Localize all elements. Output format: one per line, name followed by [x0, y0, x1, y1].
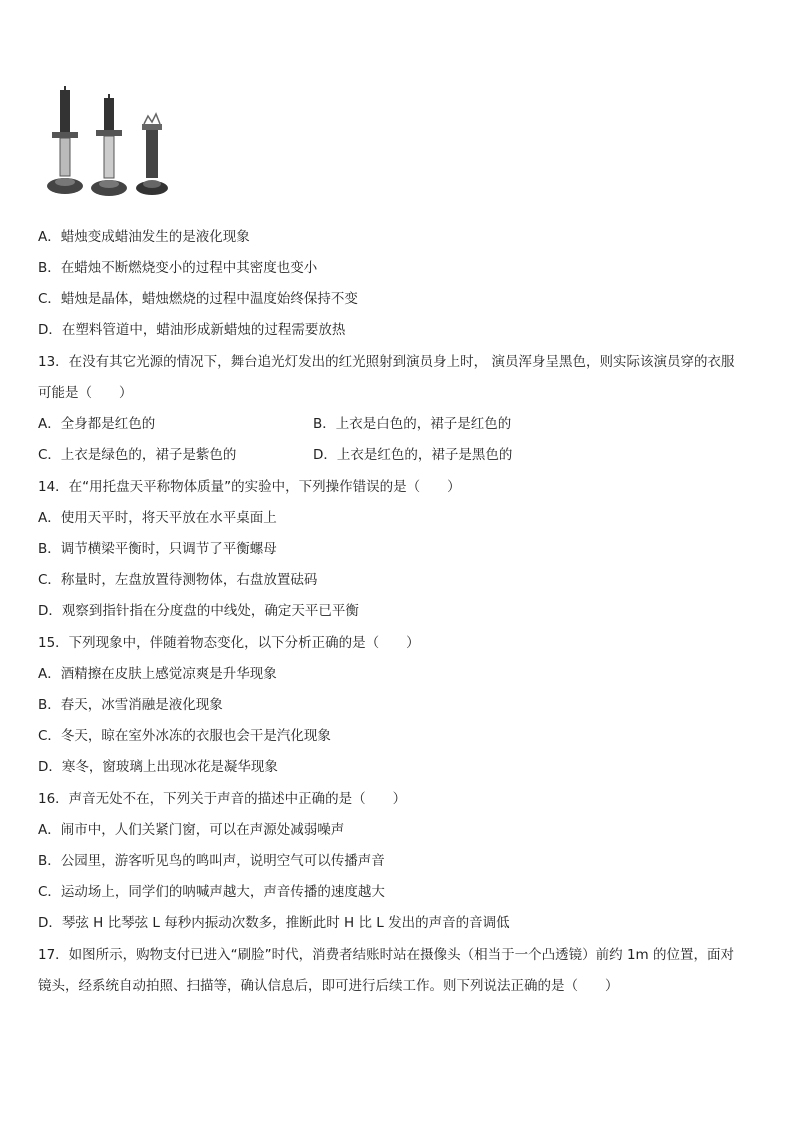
q14-option-a: A．使用天平时，将天平放在水平桌面上 [38, 510, 277, 526]
q13-option-b: B．上衣是白色的，裙子是红色的 [313, 416, 512, 432]
q15-option-c: C．冬天，晾在室外冰冻的衣服也会干是汽化现象 [38, 728, 331, 744]
q14-option-c: C．称量时，左盘放置待测物体，右盘放置砝码 [38, 572, 318, 588]
q16-option-b: B．公园里，游客听见鸟的鸣叫声，说明空气可以传播声音 [38, 853, 385, 869]
q16-option-c: C．运动场上，同学们的呐喊声越大，声音传播的速度越大 [38, 884, 385, 900]
q16-stem: 16．声音无处不在，下列关于声音的描述中正确的是（ ） [38, 791, 407, 807]
q14-option-d: D．观察到指针指在分度盘的中线处，确定天平已平衡 [38, 603, 359, 619]
q12-option-d: D．在塑料管道中，蜡油形成新蜡烛的过程需要放热 [38, 322, 346, 338]
q17-stem-line-2: 镜头，经系统自动拍照、扫描等，确认信息后，即可进行后续工作。则下列说法正确的是（ ） [38, 978, 619, 994]
q13-options-row-1 [38, 414, 778, 434]
q15-option-a: A．酒精擦在皮肤上感觉凉爽是升华现象 [38, 666, 277, 682]
q14-option-b: B．调节横梁平衡时，只调节了平衡螺母 [38, 541, 277, 557]
q12-option-a: A．蜡烛变成蜡油发生的是液化现象 [38, 229, 250, 245]
q13-option-a: A．全身都是红色的 [38, 416, 156, 432]
q17-stem-line-1: 17．如图所示，购物支付已进入“刷脸”时代，消费者结账时站在摄像头（相当于一个凸透镜）前约 1m 的位置，面对 [38, 947, 734, 963]
q13-option-d: D．上衣是红色的，裙子是黑色的 [313, 447, 513, 463]
q14-stem: 14．在“用托盘天平称物体质量”的实验中，下列操作错误的是（ ） [38, 479, 461, 495]
candle-stand-2 [91, 94, 127, 196]
q13-stem-line-2: 可能是（ ） [38, 385, 133, 401]
q15-option-b: B．春天，冰雪消融是液化现象 [38, 697, 223, 713]
q12-option-b: B．在蜡烛不断燃烧变小的过程中其密度也变小 [38, 260, 318, 276]
candle-stand-3 [136, 114, 168, 195]
candle-stands-figure [44, 86, 184, 208]
q16-option-d: D．琴弦 H 比琴弦 L 每秒内振动次数多，推断此时 H 比 L 发出的声音的音调低 [38, 915, 510, 931]
q13-option-c: C．上衣是绿色的，裙子是紫色的 [38, 447, 237, 463]
q15-stem: 15．下列现象中，伴随着物态变化，以下分析正确的是（ ） [38, 635, 420, 651]
q16-option-a: A．闹市中，人们关紧门窗，可以在声源处减弱噪声 [38, 822, 345, 838]
candle-stand-1 [47, 86, 83, 194]
q15-option-d: D．寒冬，窗玻璃上出现冰花是凝华现象 [38, 759, 278, 775]
q13-options-row-2 [38, 445, 778, 465]
q13-stem-line-1: 13．在没有其它光源的情况下，舞台追光灯发出的红光照射到演员身上时， 演员浑身呈黑色，则实际该演员穿的衣服 [38, 354, 735, 370]
q12-option-c: C．蜡烛是晶体，蜡烛燃烧的过程中温度始终保持不变 [38, 291, 358, 307]
